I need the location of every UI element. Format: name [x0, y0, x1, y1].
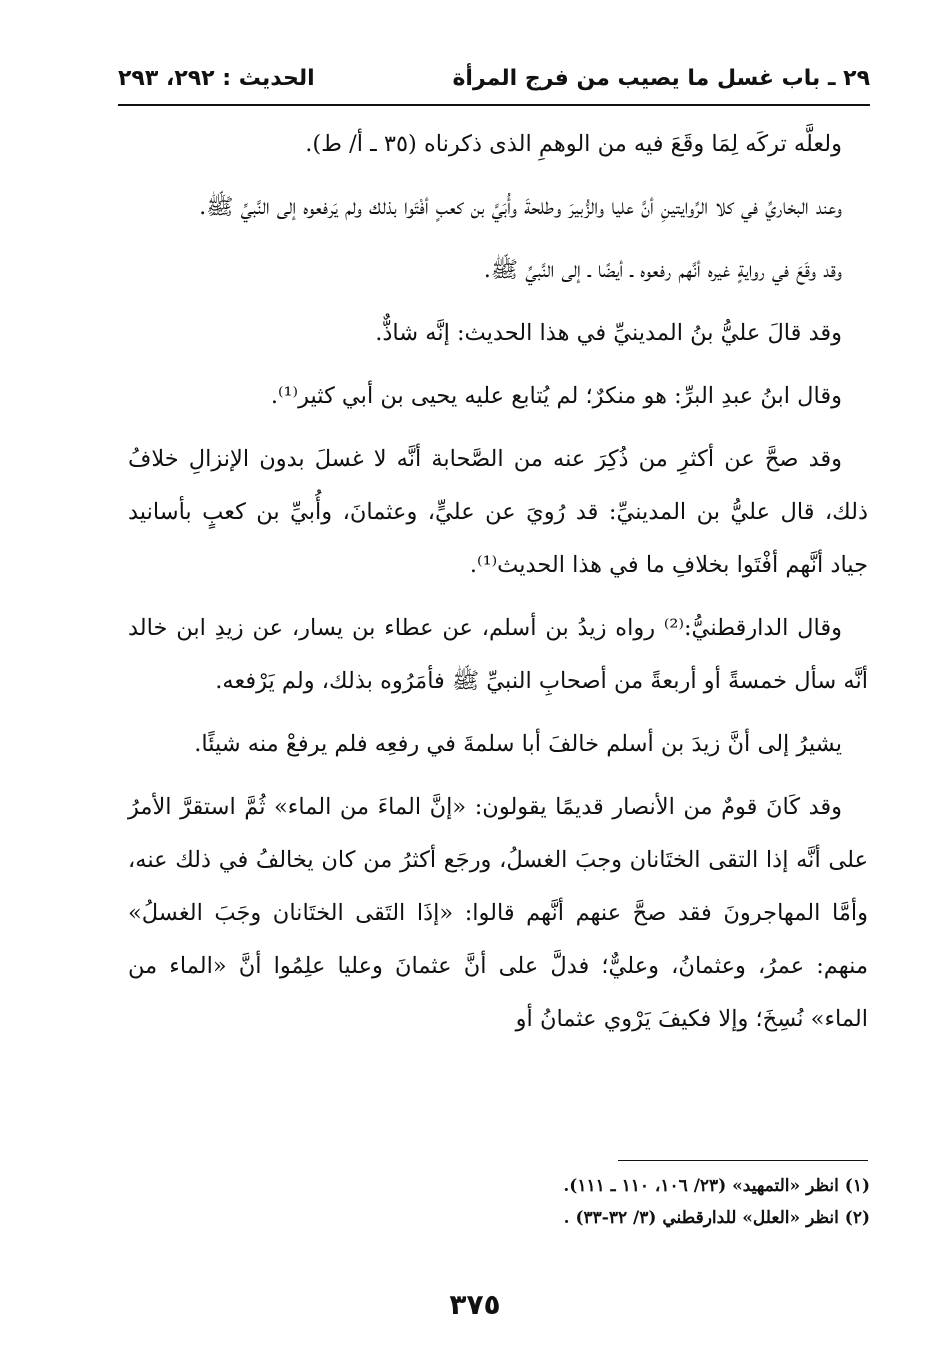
footnote: (١) انظر «التمهيد» (٢٣/ ١٠٦، ١١٠ ـ ١١١). — [563, 1176, 870, 1196]
footnotes — [128, 1170, 870, 1234]
paragraph: وقد كَانَ قومٌ من الأنصار قديمًا يقولون: «إنَّ الماءَ من الماء» ثُمَّ استقرَّ الأمرُ على أنَّه إذا التقى الختَانان وجبَ الغسلُ، ورجَع أكثرُ من كان يخالفُ في ذلك عنه، وأمَّا المهاجرونَ فقد صحَّ عنهم أنَّهم قالوا: «إذَا التَقى الختَانان وجَبَ الغسلُ» منهم: عمرُ، وعثمانُ، وعليٌّ؛ فدلَّ على أنَّ عثمانَ وعليا علِمُوا أنَّ «الماء من الماء» نُسِخَ؛ وإلا فكيفَ يَرْوي عثمانُ أو — [128, 794, 868, 1032]
chapter-title: ٢٩ ـ باب غسل ما يصيب من فرج المرأة — [452, 65, 870, 91]
paragraph: وقد وقَعَ في روايةٍ غيره أنَّهم رفعوه ـ أيضًا ـ إلى النَّبيِّ ﷺ. — [483, 257, 842, 283]
paragraph: وقال الدارقطنيُّ:⁽²⁾ رواه زيدُ بن أسلم، عن عطاء بن يسار، عن زيدِ ابن خالد أنَّه سأل خمسةً أو أربعةً من أصحابِ النبيِّ ﷺ فأمَرُوه بذلك، ولم يَرْفعه. — [128, 615, 868, 694]
main-text — [128, 118, 868, 1056]
running-header — [118, 56, 870, 100]
hadith-reference: الحديث : ٢٩٢، ٢٩٣ — [118, 65, 315, 91]
paragraph: وقال ابنُ عبدِ البرِّ: هو منكرٌ؛ لم يُتابع عليه يحيى بن أبي كثير⁽¹⁾. — [270, 383, 842, 409]
paragraph: وقد قالَ عليُّ بنُ المدينيِّ في هذا الحديث: إنَّه شاذٌّ. — [375, 320, 842, 346]
page-number: ٣٧٥ — [449, 1288, 501, 1321]
paragraph: وعند البخاريِّ في كلا الرِّوايتينِ أنَّ عليا والزُّبيرَ وطلحةَ وأُبَيَّ بن كعبٍ أفْتَوا بذلك ولم يَرفعوه إلى النَّبيِّ ﷺ. — [199, 194, 842, 220]
paragraph: ولعلَّه تركَه لِمَا وقَعَ فيه من الوهمِ الذى ذكرناه (٣٥ ـ أ/ ط). — [305, 131, 842, 157]
paragraph: وقد صحَّ عن أكثرِ من ذُكِرَ عنه من الصَّحابة أنَّه لا غسلَ بدون الإنزالِ خلافُ ذلك، قال عليُّ بن المدينيِّ: قد رُويَ عن عليٍّ، وعثمانَ، وأُبيِّ بن كعبٍ بأسانيد جياد أنَّهم أفْتَوا بخلافِ ما في هذا الحديث⁽¹⁾. — [128, 446, 868, 578]
paragraph: يشيرُ إلى أنَّ زيدَ بن أسلم خالفَ أبا سلمةَ في رفعِه فلم يرفعْ منه شيئًا. — [194, 731, 842, 757]
footnote: (٢) انظر «العلل» للدارقطني (٣/ ٣٢-٣٣) . — [563, 1208, 870, 1228]
header-divider — [118, 104, 870, 106]
footnote-divider — [618, 1160, 868, 1161]
